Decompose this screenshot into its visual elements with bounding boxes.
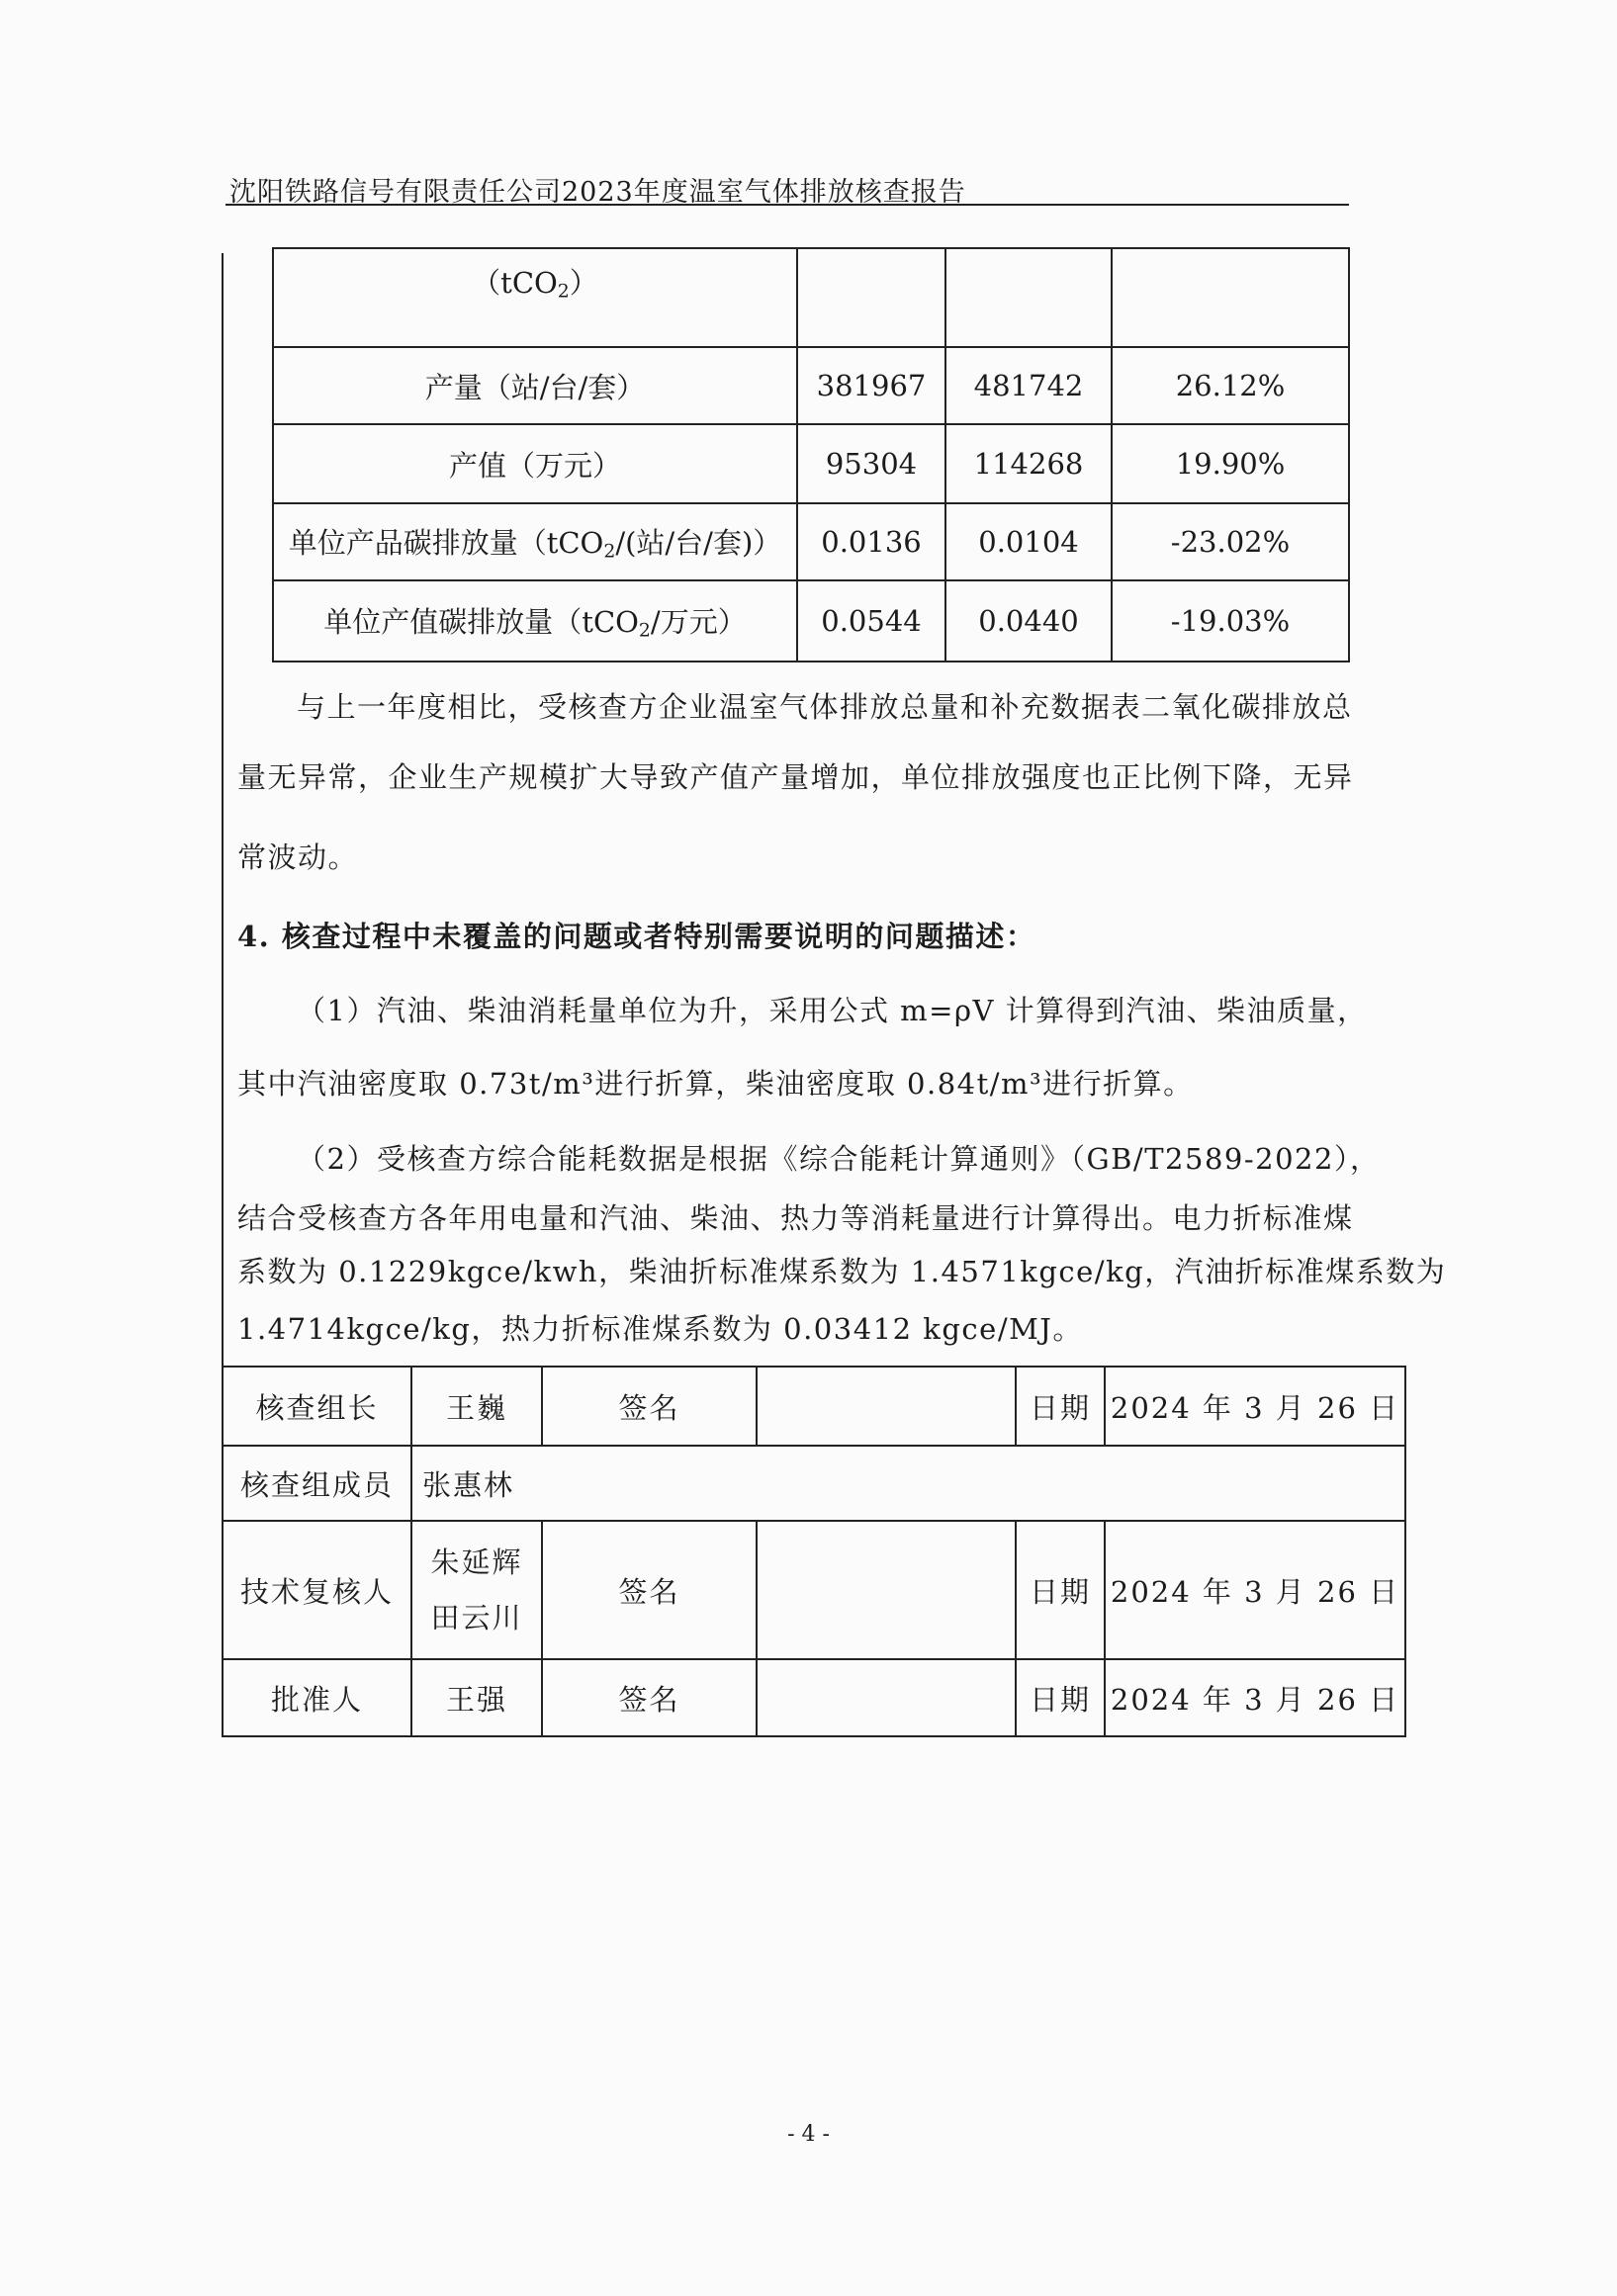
table-cell-value: 114268 — [945, 424, 1112, 503]
table-row — [223, 1659, 1405, 1736]
table-cell-value: 0.0440 — [945, 580, 1112, 662]
sign-label: 签名 — [542, 1367, 757, 1446]
paragraph-item2-line: 结合受核查方各年用电量和汽油、柴油、热力等消耗量进行计算得出。电力折标准煤 — [237, 1201, 1354, 1235]
signature-cell — [757, 1521, 1016, 1659]
paragraph-comparison-line: 与上一年度相比，受核查方企业温室气体排放总量和补充数据表二氧化碳排放总 — [297, 690, 1353, 724]
paragraph-comparison-line: 量无异常，企业生产规模扩大导致产值产量增加，单位排放强度也正比例下降，无异 — [237, 760, 1354, 794]
table-row — [223, 1367, 1405, 1446]
leader-label: 核查组长 — [223, 1367, 411, 1446]
page-number: - 4 - — [787, 2122, 830, 2147]
page-header-title: 沈阳铁路信号有限责任公司2023年度温室气体排放核查报告 — [229, 177, 966, 208]
frame-left-border — [222, 253, 224, 1367]
leader-name: 王巍 — [411, 1367, 542, 1446]
table-row — [223, 1446, 1405, 1521]
reviewer-names — [411, 1521, 542, 1659]
table-cell-label: （tCO$_2$） — [273, 248, 797, 347]
table-cell-change: 19.90% — [1112, 424, 1349, 503]
approver-name: 王强 — [411, 1659, 542, 1736]
paragraph-item2-line: 1.4714kgce/kg，热力折标准煤系数为 0.03412 kgce/MJ。 — [237, 1312, 1083, 1346]
table-cell — [1112, 248, 1349, 347]
approver-date: 2024 年 3 月 26 日 — [1105, 1659, 1405, 1736]
paragraph-item1-line: 其中汽油密度取 0.73t/m³进行折算，柴油密度取 0.84t/m³进行折算。 — [237, 1067, 1194, 1101]
date-label: 日期 — [1016, 1659, 1105, 1736]
reviewer-date: 2024 年 3 月 26 日 — [1105, 1521, 1405, 1659]
table-cell-value: 0.0104 — [945, 503, 1112, 580]
sign-label: 签名 — [542, 1659, 757, 1736]
date-label: 日期 — [1016, 1521, 1105, 1659]
signature-cell — [757, 1367, 1016, 1446]
header-rule — [225, 204, 1349, 206]
reviewer-name: 田云川 — [430, 1601, 523, 1634]
signature-cell — [757, 1659, 1016, 1736]
table-cell-label: 单位产品碳排放量（tCO$_2$/(站/台/套)） — [273, 503, 797, 580]
table-row — [223, 1521, 1405, 1659]
table-cell-value: 381967 — [797, 347, 945, 424]
date-label: 日期 — [1016, 1367, 1105, 1446]
table-cell-value: 481742 — [945, 347, 1112, 424]
approver-label: 批准人 — [223, 1659, 411, 1736]
section-4-heading: 4. 核查过程中未覆盖的问题或者特别需要说明的问题描述： — [237, 920, 1036, 953]
table-row — [273, 580, 1349, 662]
table-cell-change: 26.12% — [1112, 347, 1349, 424]
table-cell-change: -19.03% — [1112, 580, 1349, 662]
table-cell-change: -23.02% — [1112, 503, 1349, 580]
members-names: 张惠林 — [411, 1446, 1405, 1521]
table-cell-label: 产量（站/台/套） — [273, 347, 797, 424]
table-row — [273, 248, 1349, 347]
table-cell-label: 产值（万元） — [273, 424, 797, 503]
table-cell-label: 单位产值碳排放量（tCO$_2$/万元） — [273, 580, 797, 662]
sign-label: 签名 — [542, 1521, 757, 1659]
paragraph-comparison-line: 常波动。 — [237, 840, 359, 874]
table-row — [273, 503, 1349, 580]
table-cell — [797, 248, 945, 347]
leader-date: 2024 年 3 月 26 日 — [1105, 1367, 1405, 1446]
table-cell-value: 0.0544 — [797, 580, 945, 662]
paragraph-item2-line: 系数为 0.1229kgce/kwh，柴油折标准煤系数为 1.4571kgce/kg，汽油折标准煤系数为 — [237, 1255, 1447, 1288]
table-row — [273, 424, 1349, 503]
emission-metrics-table — [272, 247, 1350, 662]
signoff-table — [222, 1366, 1406, 1737]
members-label: 核查组成员 — [223, 1446, 411, 1521]
table-cell-value: 0.0136 — [797, 503, 945, 580]
table-cell-value: 95304 — [797, 424, 945, 503]
table-cell — [945, 248, 1112, 347]
reviewer-name: 朱延辉 — [430, 1545, 523, 1579]
table-row — [273, 347, 1349, 424]
paragraph-item1-line: （1）汽油、柴油消耗量单位为升，采用公式 m=ρV 计算得到汽油、柴油质量， — [297, 994, 1368, 1027]
reviewer-label: 技术复核人 — [223, 1521, 411, 1659]
paragraph-item2-line: （2）受核查方综合能耗数据是根据《综合能耗计算通则》（GB/T2589-2022）， — [297, 1142, 1381, 1176]
